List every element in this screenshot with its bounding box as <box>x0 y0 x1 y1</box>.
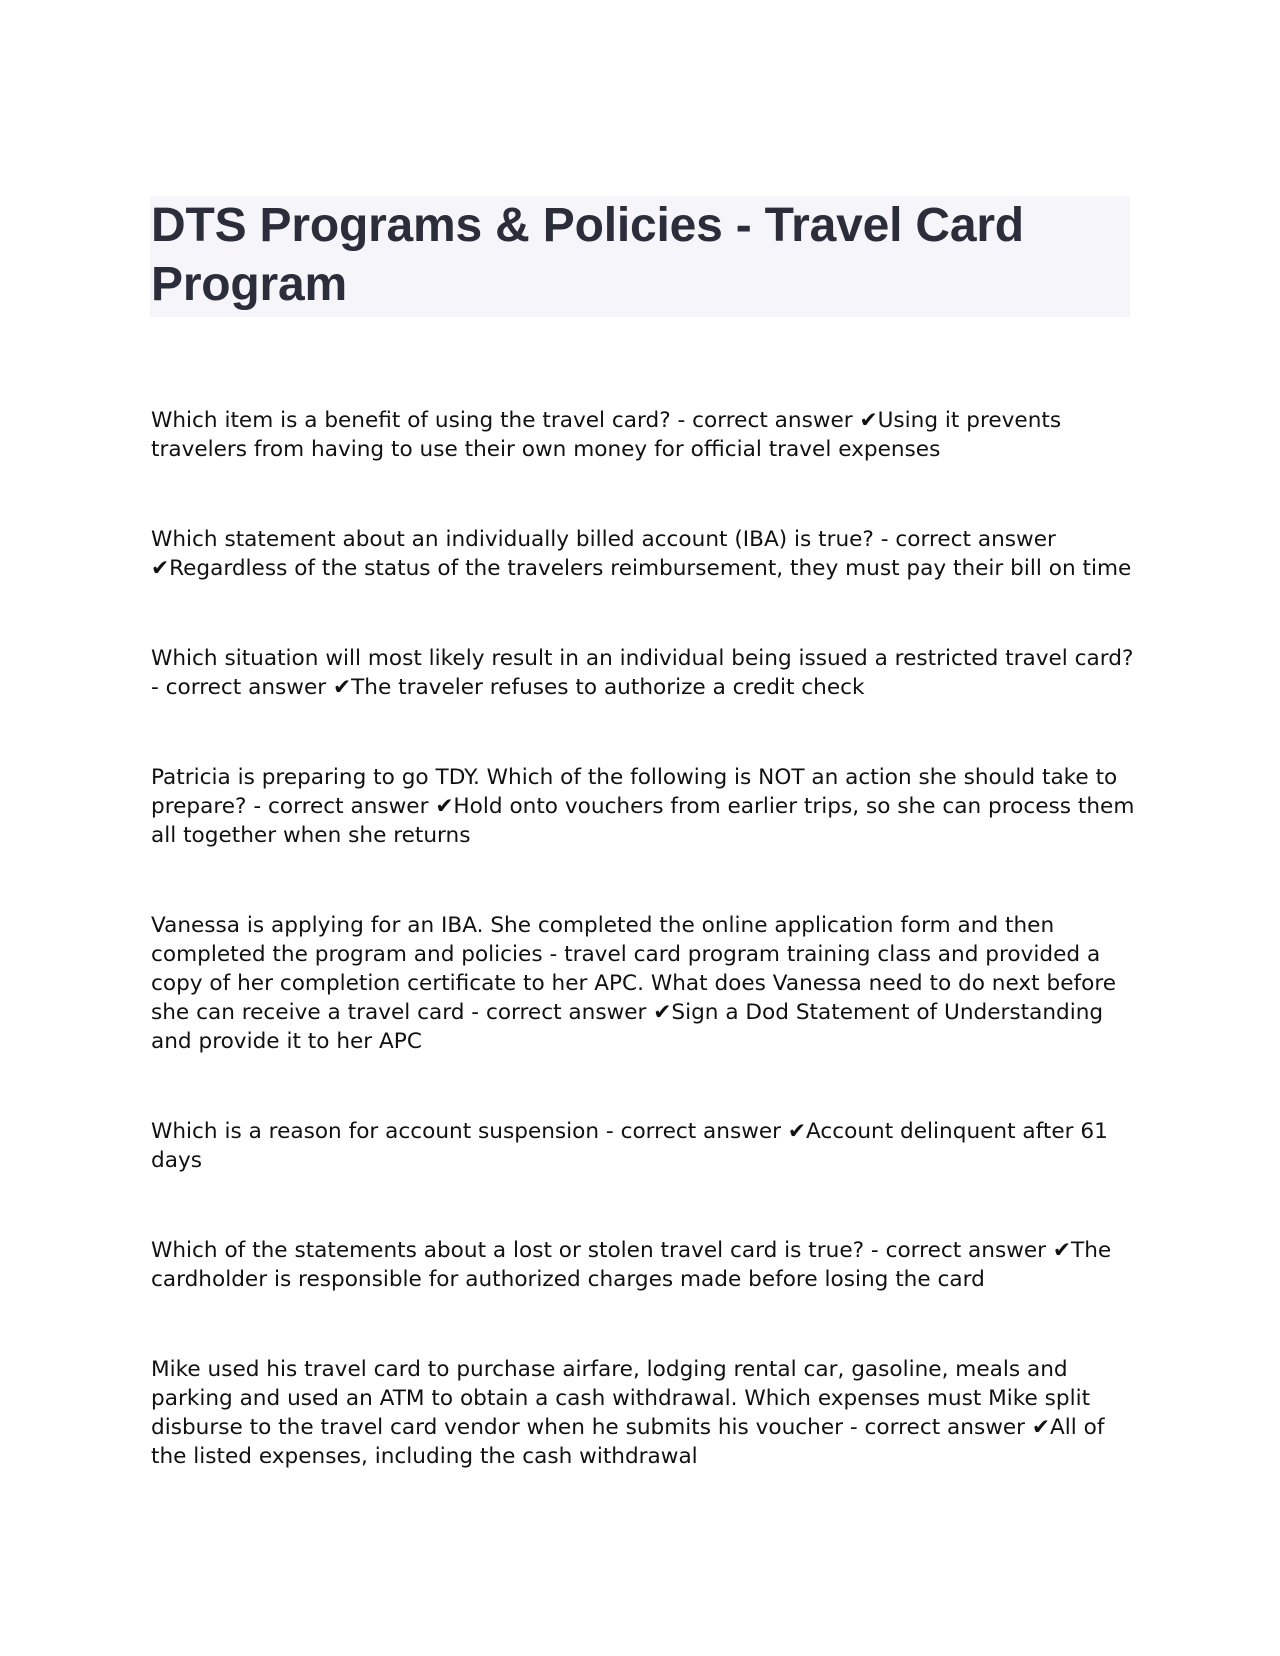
qa-item: Mike used his travel card to purchase airfare, lodging rental car, gasoline, meals and parking and used an ATM to obtain a cash withdrawal. Which expenses must Mike split disburse to the travel card vendor when he submits his voucher - correct answer ✔All of the listed expenses, including the cash withdrawal <box>151 1357 1105 1469</box>
qa-item: Which is a reason for account suspension - correct answer ✔Account delinquent after 61 days <box>151 1119 1108 1173</box>
question-answer-list <box>151 406 1136 1532</box>
qa-item: Which item is a benefit of using the travel card? - correct answer ✔Using it prevents travelers from having to use their own money for official travel expenses <box>151 408 1062 462</box>
qa-item: Vanessa is applying for an IBA. She completed the online application form and then completed the program and policies - travel card program training class and provided a copy of her completion certificate to her APC. What does Vanessa need to do next before she can receive a travel card - correct answer ✔Sign a Dod Statement of Understanding and provide it to her APC <box>151 913 1117 1054</box>
title-banner <box>150 196 1130 317</box>
page-title: DTS Programs & Policies - Travel Card Program <box>151 199 1024 311</box>
qa-item: Which of the statements about a lost or stolen travel card is true? - correct answer ✔The cardholder is responsible for authorized charges made before losing the card <box>151 1238 1112 1292</box>
qa-item: Patricia is preparing to go TDY. Which of the following is NOT an action she should take to prepare? - correct answer ✔Hold onto vouchers from earlier trips, so she can process them all together when she returns <box>151 765 1135 848</box>
qa-item: Which situation will most likely result in an individual being issued a restricted travel card? - correct answer ✔The traveler refuses to authorize a credit check <box>151 646 1134 700</box>
qa-item: Which statement about an individually billed account (IBA) is true? - correct answer ✔Regardless of the status of the travelers reimbursement, they must pay their bill on time <box>151 527 1132 581</box>
